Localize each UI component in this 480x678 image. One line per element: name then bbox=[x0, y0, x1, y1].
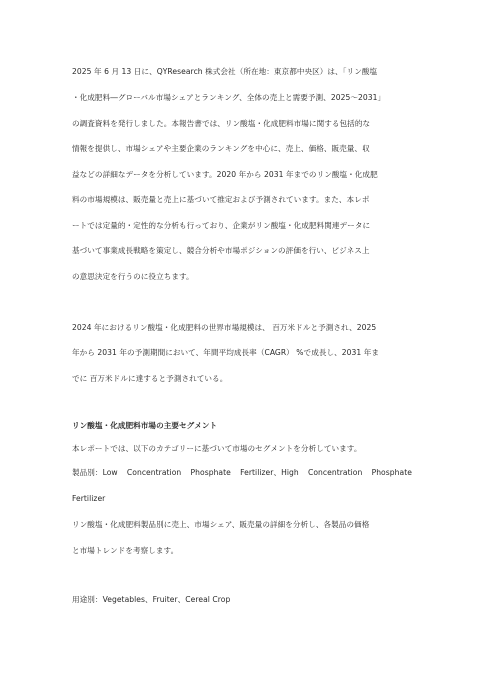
paragraph-line: 2025 年 6 月 13 日に、QYResearch 株式会社（所在地：東京都中央区）は、「リン酸塩 bbox=[72, 67, 378, 76]
product-type-continuation: Fertilizer bbox=[72, 494, 106, 503]
product-note: と市場トレンドを考察します。 bbox=[72, 546, 179, 555]
product-word: Concentration bbox=[307, 468, 363, 477]
product-note: リン酸塩・化成肥料製品別に売上、市場シェア、販売量の詳細を分析し、各製品の価格 bbox=[72, 520, 370, 529]
product-word: Phosphate bbox=[371, 468, 412, 477]
paragraph-line: 年から 2031 年の予測期間において、年間平均成長率（CAGR） %で成長し、2031 年ま bbox=[72, 348, 380, 357]
section-heading: リン酸塩・化成肥料市場の主要セグメント bbox=[72, 421, 218, 430]
paragraph-line: でに 百万米ドルに達すると予測されている。 bbox=[72, 374, 228, 383]
product-word: 製品別：Low bbox=[72, 468, 118, 477]
section-intro: 本レポートでは、以下のカテゴリーに基づいて市場のセグメントを分析しています。 bbox=[72, 444, 362, 453]
application-line: 用途別：Vegetables、Fruiter、Cereal Crop bbox=[72, 595, 231, 604]
product-word: Phosphate bbox=[190, 468, 231, 477]
paragraph-line: 基づいて事業成長戦略を策定し、競合分析や市場ポジションの評価を行い、ビジネス上 bbox=[72, 246, 370, 255]
product-word: Fertilizer、High bbox=[240, 468, 299, 477]
paragraph-line: 2024 年におけるリン酸塩・化成肥料の世界市場規模は、 百万米ドルと予測され、2025 bbox=[72, 323, 377, 332]
product-type-line bbox=[72, 467, 412, 478]
paragraph-line: 料の市場規模は、販売量と売上に基づいて推定および予測されています。また、本レポ bbox=[72, 195, 370, 204]
paragraph-line: ートでは定量的・定性的な分析も行っており、企業がリン酸塩・化成肥料関連データに bbox=[72, 221, 371, 230]
paragraph-line: 情報を提供し、市場シェアや主要企業のランキングを中心に、売上、価格、販売量、収 bbox=[72, 144, 370, 153]
product-word: Concentration bbox=[126, 468, 182, 477]
paragraph-line: 益などの詳細なデータを分析しています。2020 年から 2031 年までのリン酸塩・化成肥 bbox=[72, 170, 378, 179]
paragraph-line: の意思決定を行うのに役立ちます。 bbox=[72, 272, 194, 281]
paragraph-line: ・化成肥料―グローバル市場シェアとランキング、全体の売上と需要予測、2025～2031」 bbox=[72, 93, 386, 102]
paragraph-line: の調査資料を発行しました。本報告書では、リン酸塩・化成肥料市場に関する包括的な bbox=[72, 119, 371, 128]
